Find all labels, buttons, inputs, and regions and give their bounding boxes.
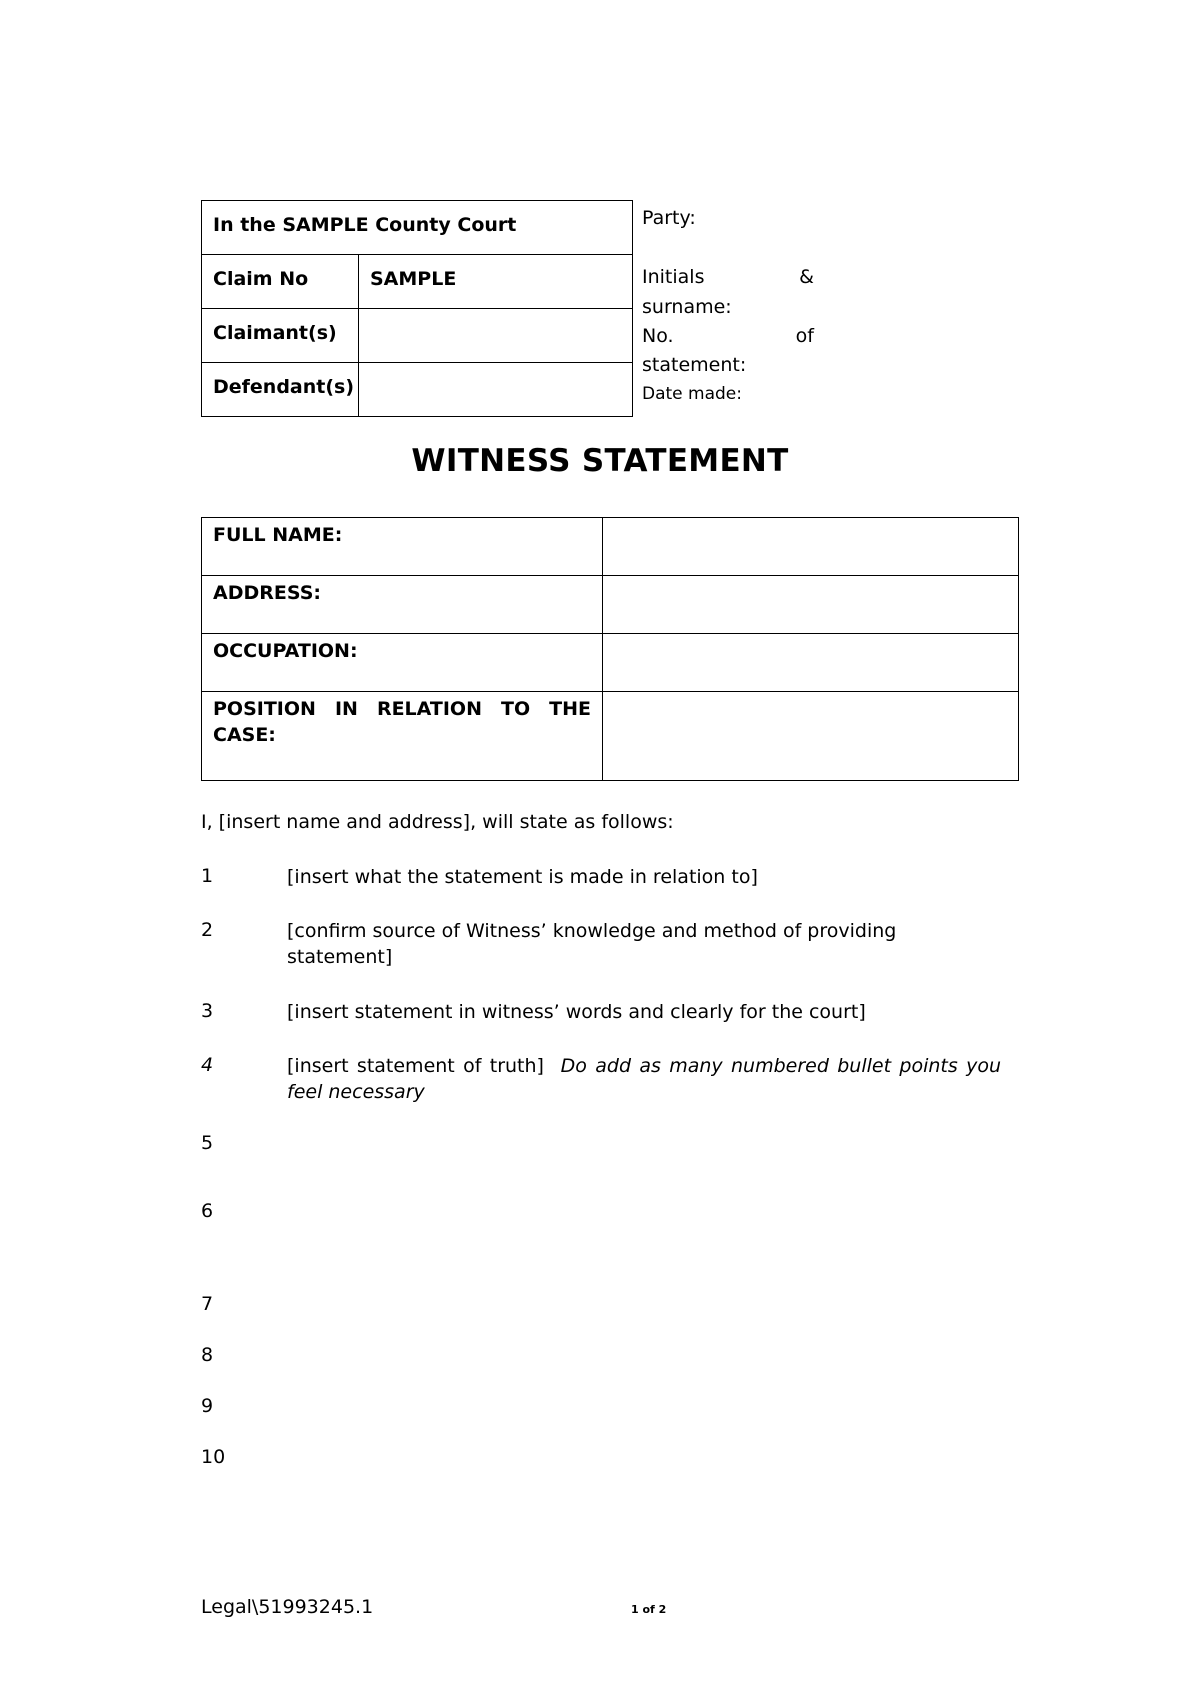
occupation-value[interactable]: [603, 634, 1019, 692]
court-name: In the SAMPLE County Court: [202, 201, 633, 255]
party-label: Party:: [642, 207, 696, 229]
of-label: of: [795, 325, 814, 347]
paragraph-text-2: [confirm source of Witness’ knowledge and method of providing statement]: [287, 920, 897, 968]
paragraph-number-9: 9: [201, 1395, 214, 1417]
position-label-line1: POSITION IN RELATION TO THE: [213, 698, 591, 720]
full-name-value[interactable]: [603, 518, 1019, 576]
position-label-line2: CASE:: [213, 724, 276, 746]
position-label: [202, 692, 603, 781]
paragraph-text-1: [insert what the statement is made in relation to]: [287, 866, 758, 888]
ampersand: &: [799, 266, 814, 288]
paragraph-number-4: 4: [201, 1054, 214, 1076]
paragraph-note-4: Do add as many numbered bullet points you feel necessary: [287, 1055, 1001, 1103]
address-value[interactable]: [603, 576, 1019, 634]
defendant-label: Defendant(s): [202, 363, 359, 417]
witness-details-table: [201, 517, 1019, 781]
claimant-value[interactable]: [359, 309, 633, 363]
paragraph-text-4: [287, 1053, 1001, 1105]
position-value[interactable]: [603, 692, 1019, 781]
paragraph-text-3: [insert statement in witness’ words and clearly for the court]: [287, 1001, 866, 1023]
document-title: WITNESS STATEMENT: [411, 443, 789, 479]
paragraph-number-10: 10: [201, 1446, 226, 1468]
paragraph-number-6: 6: [201, 1200, 214, 1222]
paragraph-number-1: 1: [201, 865, 214, 887]
full-name-label: FULL NAME:: [202, 518, 603, 576]
paragraph-text-4-main: [insert statement of truth]: [287, 1055, 544, 1077]
paragraph-number-8: 8: [201, 1344, 214, 1366]
paragraph-number-2: 2: [201, 919, 214, 941]
intro-statement: I, [insert name and address], will state as follows:: [201, 811, 674, 833]
claim-no-value[interactable]: SAMPLE: [359, 255, 633, 309]
address-label: ADDRESS:: [202, 576, 603, 634]
claim-no-label: Claim No: [202, 255, 359, 309]
occupation-label: OCCUPATION:: [202, 634, 603, 692]
no-label: No.: [642, 325, 674, 347]
footer-reference: Legal\51993245.1: [201, 1596, 374, 1618]
surname-label: surname:: [642, 296, 732, 318]
statement-label: statement:: [642, 354, 747, 376]
initials-label: Initials: [642, 266, 705, 288]
claimant-label: Claimant(s): [202, 309, 359, 363]
court-info-table: [201, 200, 633, 417]
page-number: 1 of 2: [631, 1603, 667, 1616]
defendant-value[interactable]: [359, 363, 633, 417]
paragraph-number-5: 5: [201, 1132, 214, 1154]
date-made-label: Date made:: [642, 384, 742, 404]
paragraph-number-3: 3: [201, 1000, 214, 1022]
paragraph-number-7: 7: [201, 1293, 214, 1315]
statement-no-row: [642, 325, 814, 347]
initials-row: [642, 266, 814, 288]
